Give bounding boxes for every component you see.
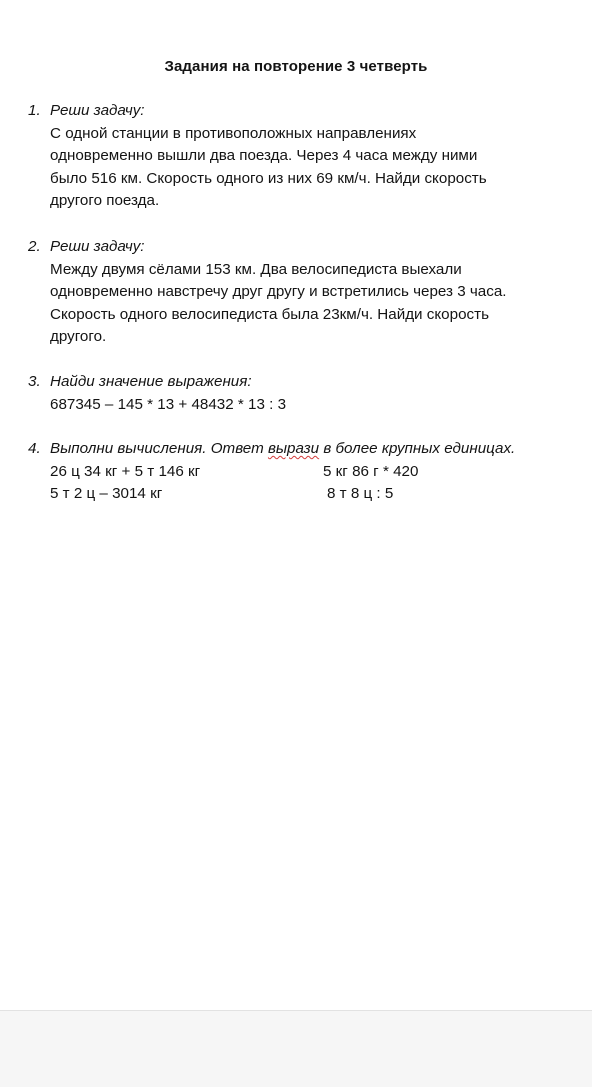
task-text-line: другого поезда. [50,192,160,209]
task-1 [28,100,588,213]
task-number: 2. [28,238,41,255]
calc-left: 26 ц 34 кг + 5 т 146 кг [50,462,201,480]
calc-left: 5 т 2 ц – 3014 кг [50,485,163,502]
task-text-line: другого. [50,328,107,345]
calc-row [50,461,588,484]
task-label: Реши задачу: [50,238,145,255]
task-number: 1. [28,102,41,119]
bottom-bar [0,1010,592,1087]
task-text-line: одновременно вышли два поезда. Через 4 часа между ними [50,147,478,164]
task-text-line: Скорость одного велосипедиста была 23км/ч. Найди скорость [50,305,489,323]
task-label [50,438,515,461]
calc-row [50,483,588,506]
task-label: Реши задачу: [50,102,145,119]
spellcheck-marked-word: вырази [267,440,320,457]
task-text-line: одновременно навстречу друг другу и встретились через 3 часа. [50,283,507,300]
task-text-line: Между двумя сёлами 153 км. Два велосипедиста выехали [50,260,462,278]
task-number: 4. [28,440,41,457]
expression-line: 687345 – 145 * 13 + 48432 * 13 : 3 [50,395,287,413]
task-number: 3. [28,373,41,390]
task-label-part: в более крупных единицах. [319,440,516,457]
calc-right: 8 т 8 ц : 5 [327,485,394,502]
task-4 [28,438,588,506]
task-2 [28,236,588,349]
task-text-line: С одной станции в противоположных направлениях [50,124,417,142]
calc-right: 5 кг 86 г * 420 [323,462,419,480]
task-3 [28,371,588,416]
page-title: Задания на повторение 3 четверть [164,58,428,75]
task-text-line: было 516 км. Скорость одного из них 69 км/ч. Найди скорость [50,169,487,187]
task-label-part: Выполни вычисления. Ответ [50,440,268,457]
task-label: Найди значение выражения: [50,373,252,390]
